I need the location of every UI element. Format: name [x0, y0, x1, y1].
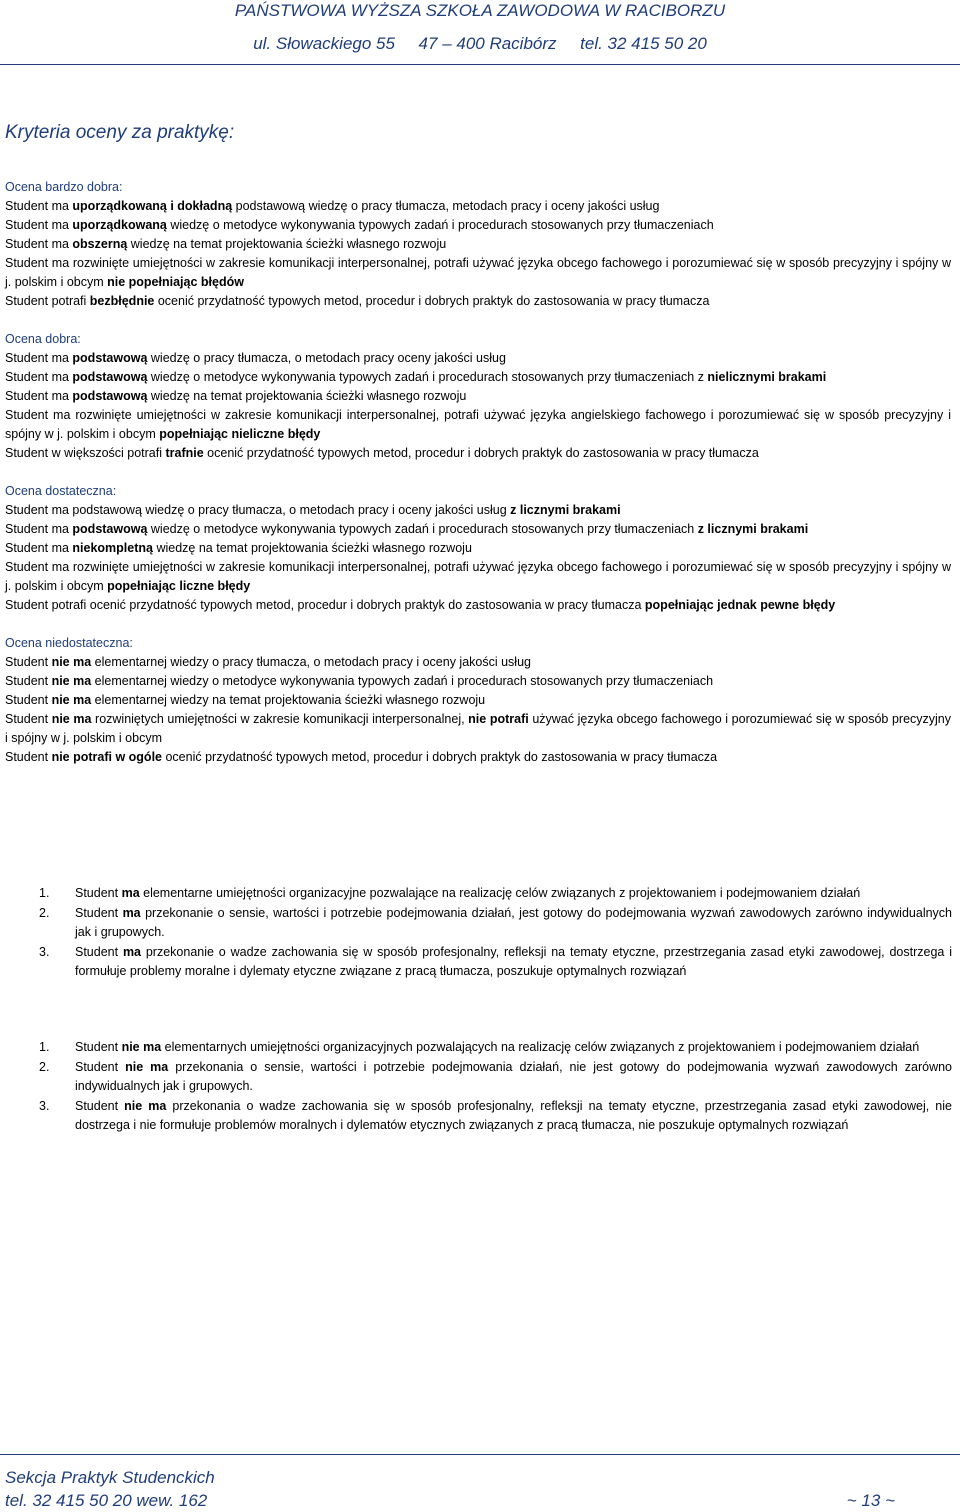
emphasis-text: podstawową [72, 351, 148, 365]
list-item [0, 1038, 960, 1058]
emphasis-text: podstawową [72, 389, 148, 403]
emphasis-text: z licznymi brakami [510, 503, 621, 517]
grade-heading: Ocena niedostateczna: [5, 636, 133, 650]
footer-phone: tel. 32 415 50 20 wew. 162 [5, 1491, 208, 1510]
text-run: Student [5, 655, 52, 669]
list-number: 1. [39, 886, 50, 900]
criterion-line [5, 368, 951, 387]
list-item [0, 904, 960, 943]
list-item [0, 1058, 960, 1097]
text-run: Student ma [5, 237, 73, 251]
text-run: używać języka obcego fachowego i porozumiewać się w sposób precyzyjny i spójny w j. polskim i obcym [5, 712, 951, 745]
grade-heading: Ocena bardzo dobra: [5, 180, 123, 194]
text-run: Student ma rozwinięte umiejętności w zakresie komunikacji interpersonalnej, potrafi używać języka obcego fachowego i porozumiewać się w sposób precyzyjny i spójny w j. polskim i obcym [5, 560, 951, 593]
institution-address: ul. Słowackiego 55 47 – 400 Racibórz tel. 32 415 50 20 [253, 34, 707, 53]
criterion-line [5, 235, 951, 254]
emphasis-text: nie potrafi [468, 712, 529, 726]
emphasis-text: uporządkowaną [72, 218, 167, 232]
emphasis-text: uporządkowaną i dokładną [72, 199, 233, 213]
text-run: przekonania o sensie, wartości i potrzebie podejmowania działań, nie jest gotowy do podejmowania wyzwań zawodowych zarówno indywidualnych jak i grupowych. [75, 1059, 952, 1093]
text-run: Student ma [5, 218, 73, 232]
footer-section-name: Sekcja Praktyk Studenckich [5, 1468, 215, 1487]
competence-list-positive [0, 884, 960, 982]
emphasis-text: trafnie [165, 446, 204, 460]
emphasis-text: nie ma [124, 1098, 167, 1113]
text-run: Student [75, 1059, 126, 1074]
emphasis-text: niekompletną [72, 541, 153, 555]
text-run: Student [75, 944, 123, 959]
text-run: Student ma [5, 389, 73, 403]
text-run: elementarnych umiejętności organizacyjnych pozwalających na realizację celów związanych z projektowaniem i podejmowaniem działań [161, 1040, 920, 1054]
text-run: Student w większości potrafi [5, 446, 166, 460]
criterion-line [5, 710, 951, 748]
criterion-line [5, 292, 951, 311]
text-run: rozwiniętych umiejętności w zakresie komunikacji interpersonalnej, [91, 712, 469, 726]
text-run: wiedzę o metodyce wykonywania typowych zadań i procedurach stosowanych przy tłumaczeniach [147, 522, 698, 536]
list-item [0, 943, 960, 982]
text-run: wiedzę o metodyce wykonywania typowych zadań i procedurach stosowanych przy tłumaczeniach [166, 218, 714, 232]
emphasis-text: nie ma [51, 674, 92, 688]
criterion-line [5, 672, 951, 691]
emphasis-text: nie popełniając błędów [107, 275, 244, 289]
text-run: podstawową wiedzę o pracy tłumacza, metodach pracy i oceny jakości usług [232, 199, 660, 213]
text-run: przekonania o wadze zachowania się w sposób profesjonalny, refleksji na tematy etyczne, przestrzegania zasad etyki zawodowej, nie dostrzega i nie formułuje problemów moralnych i dylematów etycznych związanych z pracą tłumacza, nie poszukuje optymalnych rozwiązań [75, 1098, 952, 1132]
criterion-line [5, 254, 951, 292]
text-run: elementarne umiejętności organizacyjne pozwalające na realizację celów związanych z projektowaniem i podejmowaniem działań [139, 886, 861, 900]
text-run: elementarnej wiedzy o metodyce wykonywania typowych zadań i procedurach stosowanych przy tłumaczeniach [91, 674, 714, 688]
text-run: wiedzę na temat projektowania ścieżki własnego rozwoju [127, 237, 447, 251]
text-run: Student ma [5, 370, 73, 384]
text-run: Student [75, 1098, 125, 1113]
criterion-line [5, 406, 951, 444]
criterion-line [5, 197, 951, 216]
institution-name: PAŃSTWOWA WYŻSZA SZKOŁA ZAWODOWA W RACIBORZU [234, 1, 726, 20]
text-run: Student ma rozwinięte umiejętności w zakresie komunikacji interpersonalnej, potrafi używać języka angielskiego fachowego i porozumiewać się w sposób precyzyjny i spójny w j. polskim i obcym [5, 408, 951, 441]
grade-heading: Ocena dostateczna: [5, 484, 117, 498]
criterion-line [5, 596, 951, 615]
page-number: ~ 13 ~ [846, 1491, 895, 1510]
emphasis-text: nie ma [51, 712, 92, 726]
text-run: Student [5, 750, 52, 764]
criterion-line [5, 520, 951, 539]
text-run: Student potrafi [5, 294, 90, 308]
competence-list-negative [0, 1038, 960, 1136]
criterion-line [5, 653, 951, 672]
emphasis-text: ma [122, 905, 141, 920]
list-number: 1. [39, 1040, 50, 1054]
text-run: Student [5, 712, 52, 726]
emphasis-text: nie ma [51, 693, 92, 707]
criterion-line [5, 387, 951, 406]
emphasis-text: bezbłędnie [89, 294, 155, 308]
list-number: 2. [39, 1059, 50, 1074]
text-run: przekonanie o sensie, wartości i potrzebie podejmowania działań, jest gotowy do podejmowania wyzwań zawodowych zarówno indywidualnych jak i grupowych. [75, 905, 952, 939]
text-run: przekonanie o wadze zachowania się w sposób profesjonalny, refleksji na tematy etyczne, przestrzegania zasad etyki zawodowej, dostrzega i formułuje problemy moralne i dylematy etyczne związane z pracą tłumacza, poszukuje optymalnych rozwiązań [75, 944, 952, 978]
text-run: Student [75, 886, 122, 900]
emphasis-text: ma [122, 944, 142, 959]
emphasis-text: popełniając liczne błędy [107, 579, 251, 593]
text-run: Student ma [5, 199, 73, 213]
text-run: Student [5, 674, 52, 688]
text-run: Student [75, 1040, 122, 1054]
emphasis-text: nie ma [51, 655, 92, 669]
emphasis-text: podstawową [72, 522, 148, 536]
criterion-line [5, 444, 951, 463]
text-run: Student potrafi ocenić przydatność typowych metod, procedur i dobrych praktyk do zastosowania w pracy tłumacza [5, 598, 645, 612]
list-number: 3. [39, 944, 50, 959]
emphasis-text: popełniając jednak pewne błędy [644, 598, 836, 612]
list-item [0, 1097, 960, 1136]
section-spacer [5, 311, 951, 330]
text-run: Student ma [5, 541, 73, 555]
emphasis-text: z licznymi brakami [697, 522, 809, 536]
emphasis-text: podstawową [72, 370, 148, 384]
text-run: Student ma podstawową wiedzę o pracy tłumacza, o metodach pracy i oceny jakości usług [5, 503, 511, 517]
header-divider [0, 64, 960, 65]
criterion-line [5, 216, 951, 235]
criterion-line [5, 349, 951, 368]
text-run: elementarnej wiedzy o pracy tłumacza, o metodach pracy i oceny jakości usług [91, 655, 531, 669]
page-title: Kryteria oceny za praktykę: [5, 122, 235, 143]
text-run: Student [5, 693, 52, 707]
criterion-line [5, 539, 951, 558]
text-run: wiedzę o metodyce wykonywania typowych zadań i procedurach stosowanych przy tłumaczeniach z [147, 370, 708, 384]
criterion-line [5, 748, 951, 767]
emphasis-text: popełniając nieliczne błędy [159, 427, 321, 441]
text-run: Student ma [5, 522, 73, 536]
text-run: Student ma [5, 351, 73, 365]
text-run: wiedzę na temat projektowania ścieżki własnego rozwoju [152, 541, 472, 555]
criterion-line [5, 691, 951, 710]
list-number: 2. [39, 905, 50, 920]
list-number: 3. [39, 1098, 50, 1113]
text-run: elementarnej wiedzy na temat projektowania ścieżki własnego rozwoju [91, 693, 486, 707]
criterion-line [5, 558, 951, 596]
emphasis-text: nielicznymi brakami [707, 370, 827, 384]
emphasis-text: nie ma [121, 1040, 162, 1054]
text-run: Student [75, 905, 123, 920]
text-run: wiedzę na temat projektowania ścieżki własnego rozwoju [147, 389, 467, 403]
list-item [0, 884, 960, 904]
text-run: ocenić przydatność typowych metod, procedur i dobrych praktyk do zastosowania w pracy tłumacza [154, 294, 710, 308]
text-run: ocenić przydatność typowych metod, procedur i dobrych praktyk do zastosowania w pracy tłumacza [203, 446, 759, 460]
section-spacer [5, 615, 951, 634]
emphasis-text: ma [121, 886, 140, 900]
emphasis-text: nie ma [125, 1059, 169, 1074]
text-run: ocenić przydatność typowych metod, procedur i dobrych praktyk do zastosowania w pracy tłumacza [162, 750, 718, 764]
text-run: Student ma rozwinięte umiejętności w zakresie komunikacji interpersonalnej, potrafi używać języka obcego fachowego i porozumiewać się w sposób precyzyjny i spójny w j. polskim i obcym [5, 256, 951, 289]
criteria-content [5, 178, 951, 767]
footer-divider [0, 1454, 960, 1455]
section-spacer [5, 463, 951, 482]
emphasis-text: nie potrafi w ogóle [51, 750, 162, 764]
criterion-line [5, 501, 951, 520]
grade-heading: Ocena dobra: [5, 332, 81, 346]
text-run: wiedzę o pracy tłumacza, o metodach pracy oceny jakości usług [147, 351, 506, 365]
emphasis-text: obszerną [72, 237, 128, 251]
